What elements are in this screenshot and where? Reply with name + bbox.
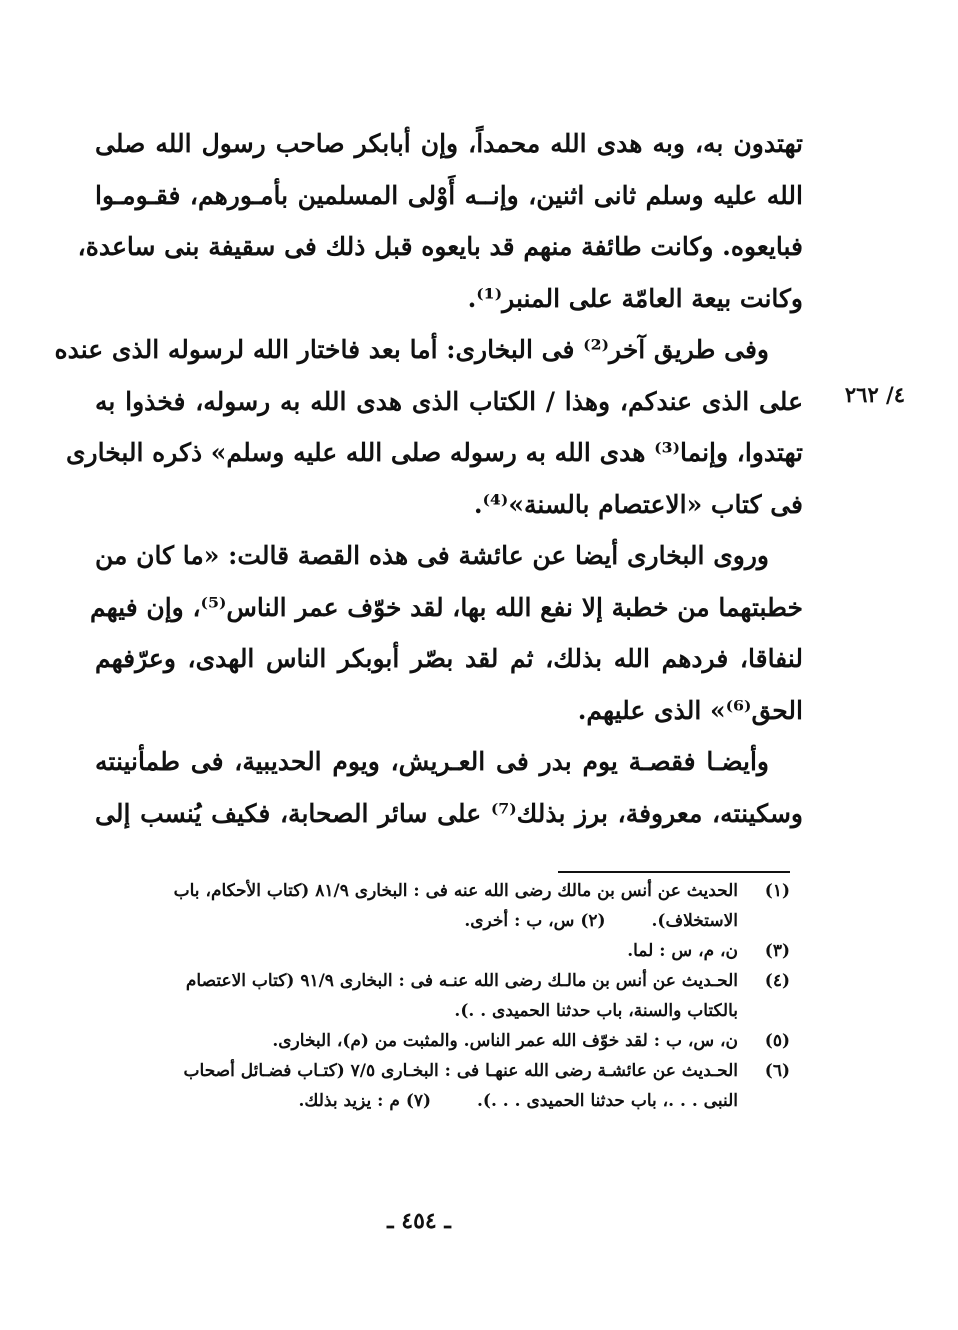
footnote-text: بالكتاب والسنة، باب حدثنا الحميدى . .). — [454, 1001, 738, 1021]
footnotes — [78, 876, 790, 1116]
text-line: وأيضـا فقصـة يوم بدر فى العـريش، ويوم الحديبية، فى طمأنينته — [95, 747, 769, 776]
footnote-number: (٥) — [764, 1031, 790, 1051]
footnote-divider — [558, 871, 790, 873]
footnote-number: (٣) — [764, 941, 790, 961]
text-line: على الذى عندكم، وهذا / الكتاب الذى هدى الله به رسوله، فخذوا به — [95, 386, 803, 416]
text-line: الله عليه وسلم ثانى اثنين، وإنــه أَوْلى المسلمين بأمـورهم، فقـومـوا — [95, 180, 803, 210]
text-line: فى كتاب «الاعتصام بالسنة»⁽⁴⁾. — [473, 489, 803, 519]
footnote-4 — [78, 966, 790, 1026]
footnote-5 — [78, 1026, 790, 1056]
footnote-3 — [78, 936, 790, 966]
text-line: وروى البخارى أيضا عن عائشة فى هذه القصة قالت: «ما كان من — [95, 541, 769, 570]
main-text — [54, 118, 803, 839]
margin-page-reference: ٤/ ٢٦٢ — [844, 382, 905, 407]
text-line: وسكينته، معروفة، برز بذلك⁽⁷⁾ على سائر الصحابة، فكيف يُنسب إلى — [95, 798, 803, 828]
footnote-number: (٦) — [764, 1061, 790, 1081]
text-line: لنفاقا، فردهم الله بذلك، ثم لقد بصّر أبوبكر الناس الهدى، وعرّفهم — [95, 644, 803, 673]
footnote-number: (١) — [764, 881, 790, 901]
footnote-1 — [78, 876, 790, 936]
footnote-text: الحديث عن أنس بن مالك رضى الله عنه فى : البخارى ٨١/٩ (كتاب الأحكام، باب — [173, 881, 738, 901]
footnote-text: النبى . . .، باب حدثنا الحميدى . . .). — [476, 1091, 738, 1111]
text-line: تهتدون به، وبه هدى الله محمداً، وإن أبابكر صاحب رسول الله صلى — [95, 129, 803, 158]
footnote-text: الحـديث عن أنس بن مالـك رضى الله عنـه فى : البخارى ٩١/٩ (كتاب الاعتصام — [185, 971, 738, 991]
page-number: ـ ٤٥٤ ـ — [387, 1208, 451, 1234]
footnote-text: الاستخلاف). — [651, 911, 738, 931]
footnote-2: (٢) س، ب : أخرى. — [464, 911, 606, 931]
text-line: تهتدوا، وإنما⁽³⁾ هدى الله به رسوله صلى الله عليه وسلم» ذكره البخارى — [65, 438, 803, 467]
footnote-number: (٤) — [764, 971, 790, 991]
text-line: خطبتهما من خطبة إلا نفع الله بها، لقد خوّف عمر الناس⁽⁵⁾، وإن فيهم — [90, 592, 803, 622]
text-line: وفى طريق آخر⁽²⁾ فى البخارى: أما بعد فاختار الله لرسوله الذى عنده — [54, 335, 769, 364]
text-line: وكانت بيعة العامّة على المنبر⁽¹⁾. — [467, 283, 803, 313]
footnote-text: ن، م، س : لما. — [627, 941, 738, 961]
text-line: الحق⁽⁶⁾» الذى عليهم. — [577, 695, 803, 725]
footnote-7: (٧) م : يزيد بذلك. — [298, 1091, 432, 1111]
footnote-text: الحـديث عن عائشـة رضى الله عنهـا فى : البخـارى ٧/٥ (كتـاب فضـائل أصحاب — [183, 1061, 738, 1081]
text-line: فبايعوه. وكانت طائفة منهم قد بايعوه قبل ذلك فى سقيفة بنى ساعدة، — [77, 232, 803, 261]
footnote-6 — [78, 1056, 790, 1116]
footnote-text: ن، س، ب : لقد خوّف الله عمر الناس. والمثبت من (م)، البخارى. — [272, 1031, 738, 1051]
